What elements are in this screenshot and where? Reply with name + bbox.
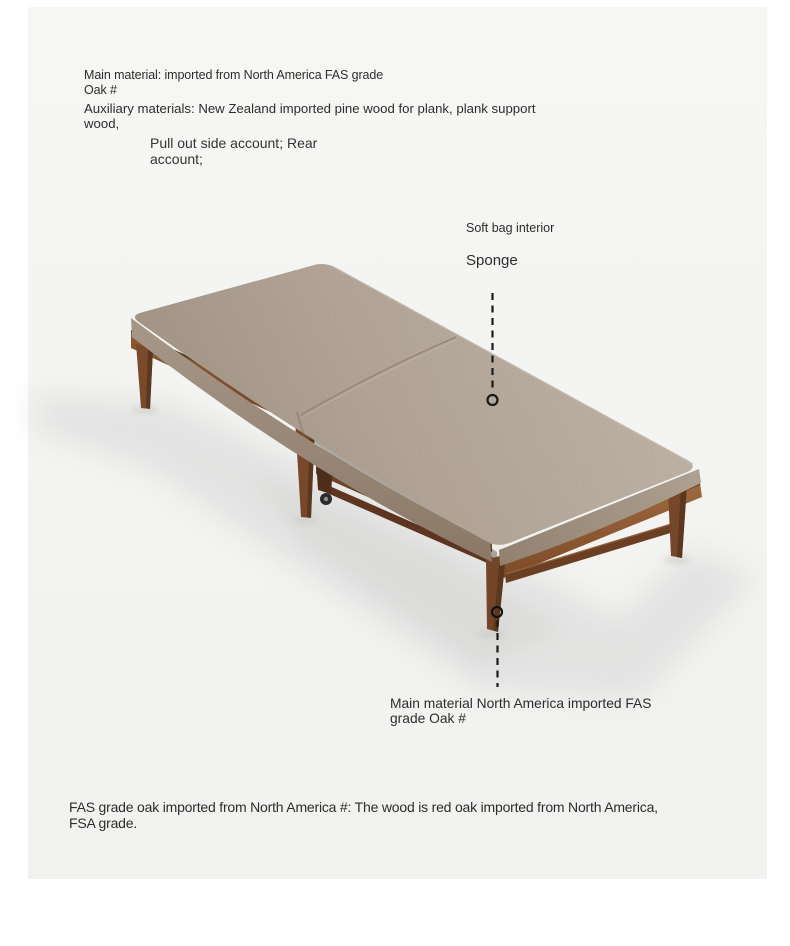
annotation-auxiliary-materials	[84, 101, 536, 132]
annotation-line: FSA grade.	[69, 814, 138, 831]
annotation-line: FAS grade oak imported from North America #: The wood is red oak imported from North America,	[69, 799, 658, 815]
annotation-line: account;	[150, 150, 203, 167]
annotation-line: Main material North America imported FAS	[390, 696, 652, 711]
annotation-line: Pull out side account; Rear	[150, 135, 318, 151]
annotation-main-material-leg	[390, 696, 651, 727]
annotation-line: grade Oak #	[390, 711, 466, 727]
annotation-line: Auxiliary materials: New Zealand imported pine wood for plank, plank support	[84, 101, 536, 116]
annotation-line: Oak #	[84, 83, 117, 98]
annotation-footer	[69, 800, 658, 831]
annotation-line: Sponge	[466, 252, 518, 269]
annotation-main-material	[84, 68, 383, 98]
annotation-line: wood,	[84, 116, 120, 132]
annotation-line: Main material: imported from North America FAS grade	[84, 68, 384, 82]
annotation-pull-out	[150, 136, 317, 167]
annotation-sponge	[466, 252, 518, 269]
annotation-line: Soft bag interior	[466, 221, 555, 235]
annotation-soft-bag-interior	[466, 221, 554, 236]
